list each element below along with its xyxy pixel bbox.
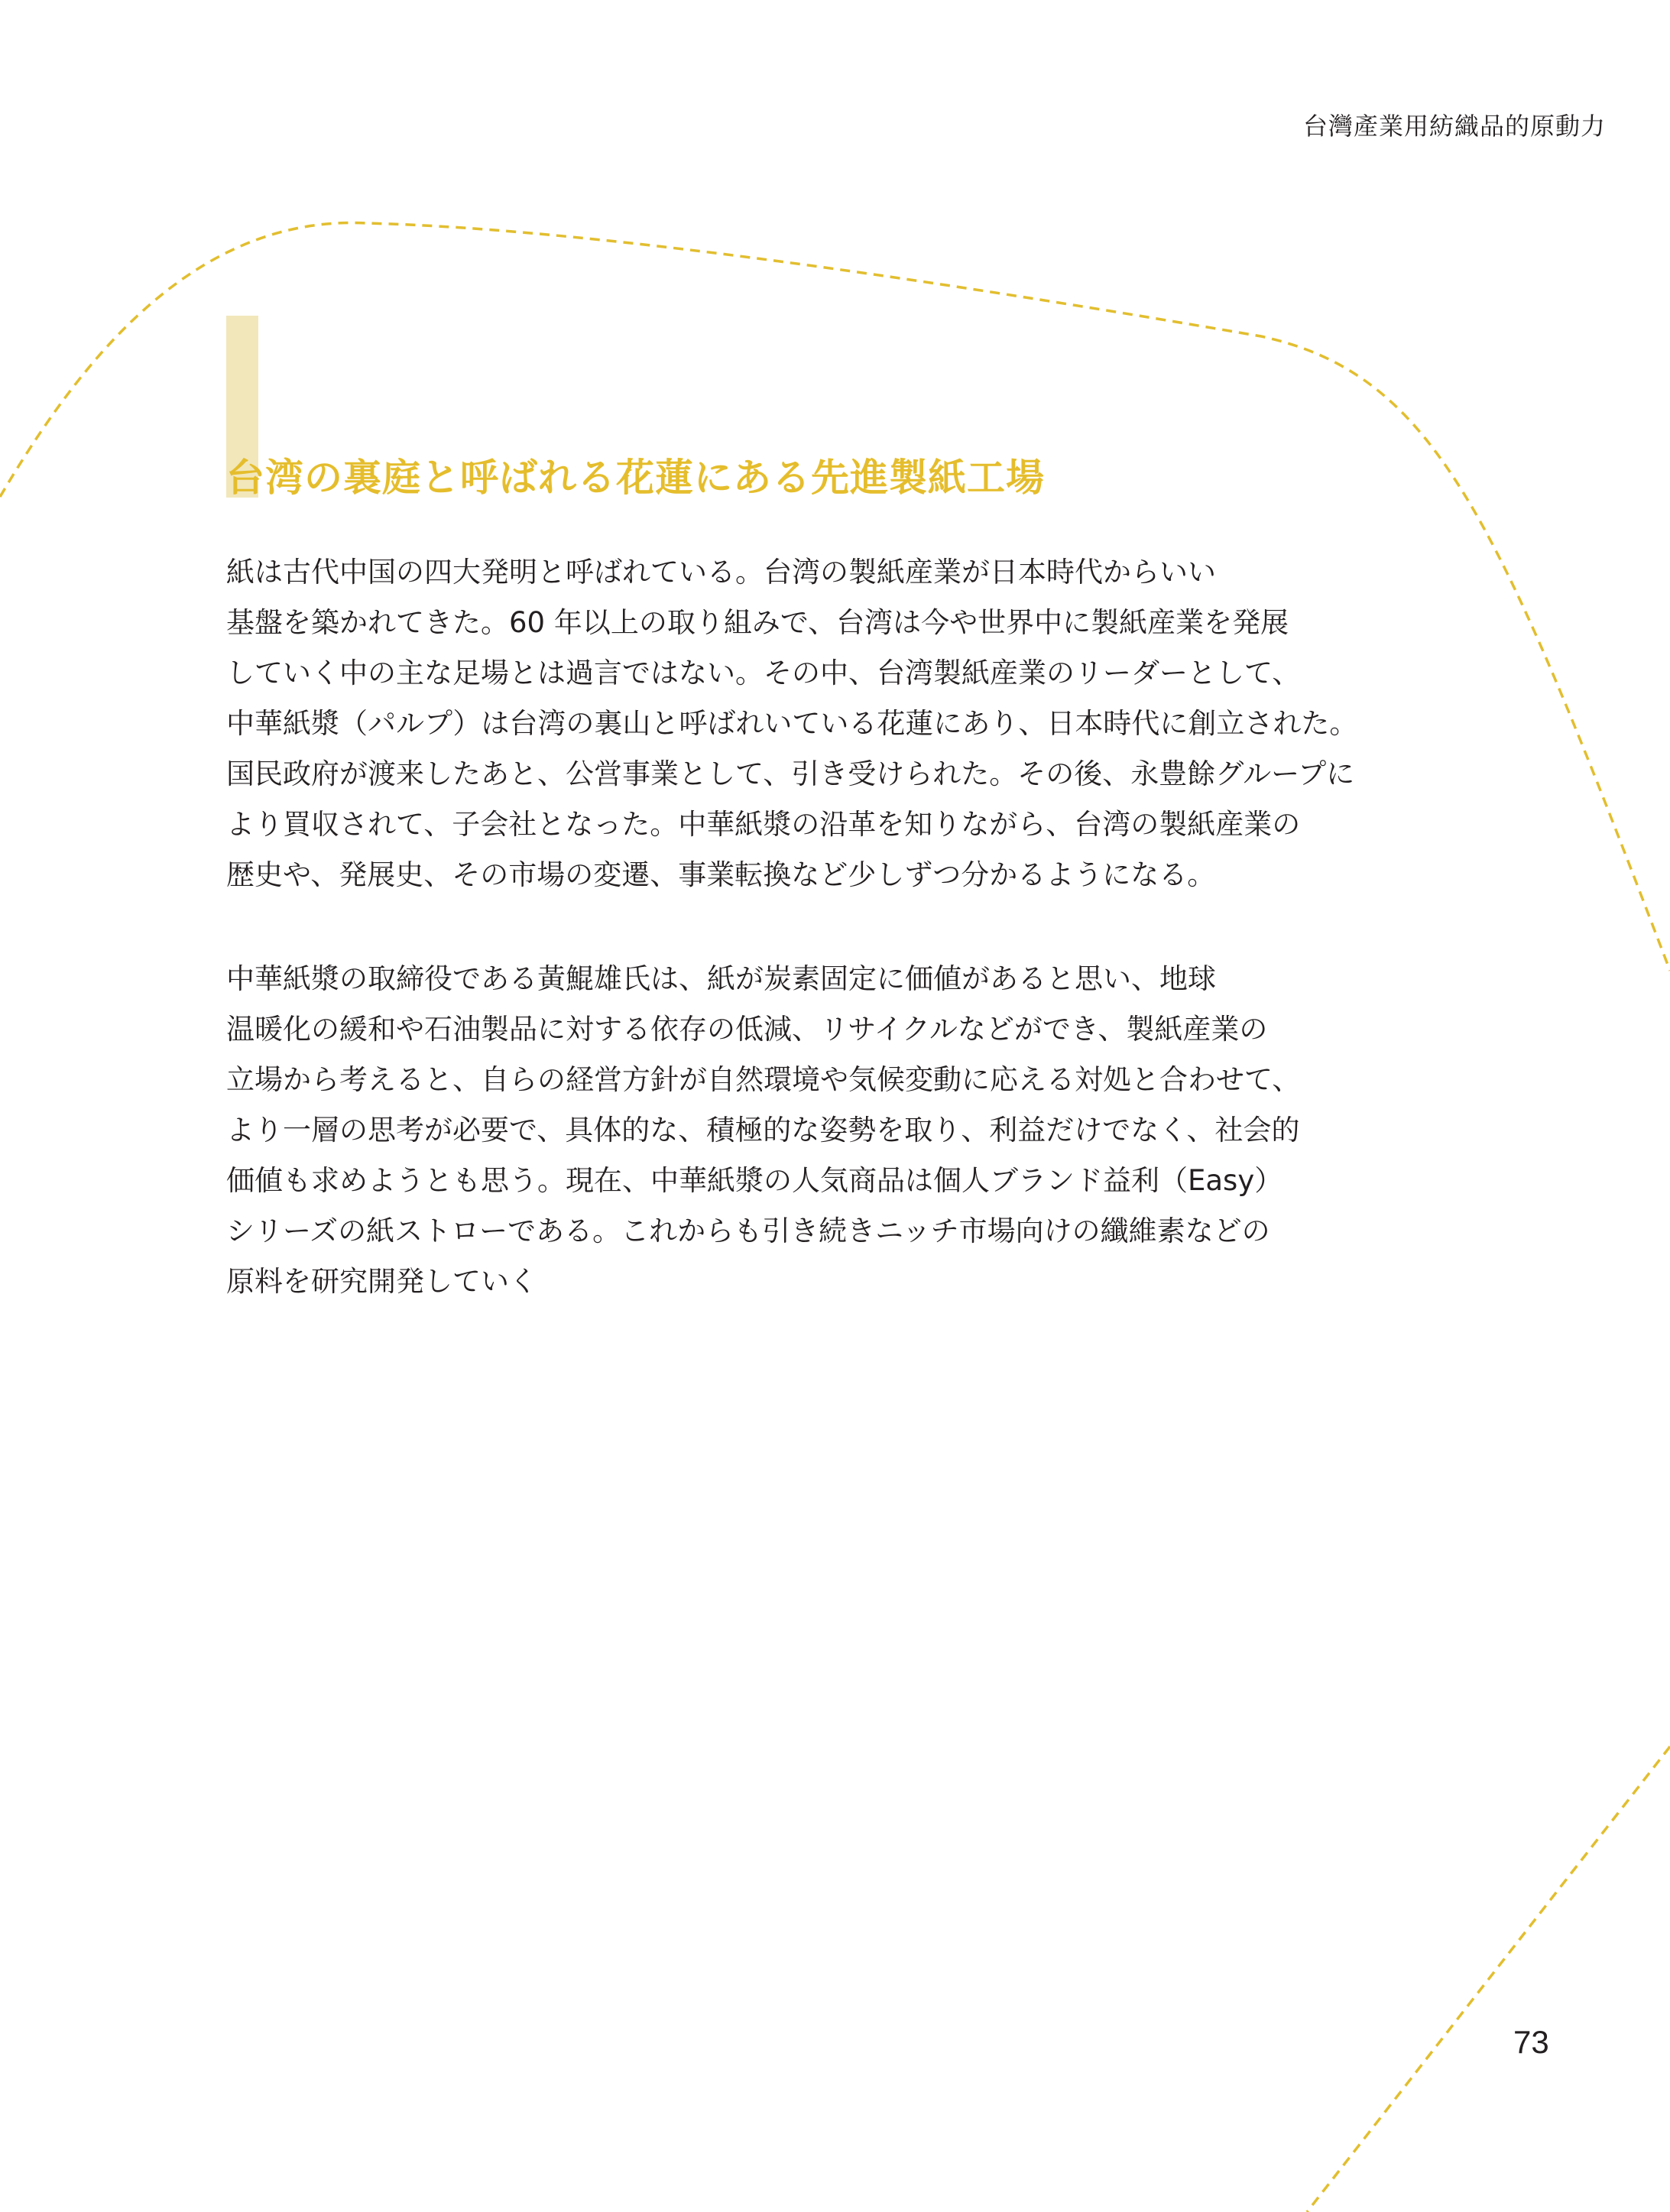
running-header: 台灣產業用紡織品的原動力 xyxy=(1302,112,1606,141)
body-paragraph-2 xyxy=(226,954,1449,1307)
paragraph-line: 価値も求めようとも思う。現在、中華紙漿の人気商品は個人ブランド益利（Easy） xyxy=(226,1164,1283,1197)
paragraph-line: より一層の思考が必要で、具体的な、積極的な姿勢を取り、利益だけでなく、社会的 xyxy=(226,1114,1300,1147)
paragraph-line: 立場から考えると、自らの経営方針が自然環境や気候変動に応える対処と合わせて、 xyxy=(226,1063,1301,1096)
paragraph-line: 原料を研究開発していく xyxy=(226,1265,537,1298)
paragraph-line: 歴史や、発展史、その市場の変遷、事業転換など少しずつ分かるようになる。 xyxy=(226,858,1216,891)
paragraph-line: 温暖化の緩和や石油製品に対する依存の低減、リサイクルなどができ、製紙産業の xyxy=(226,1013,1268,1046)
page-number: 73 xyxy=(1513,2024,1549,2060)
paragraph-line: 紙は古代中国の四大発明と呼ばれている。台湾の製紙産業が日本時代からいい xyxy=(226,556,1216,589)
paragraph-line: シリーズの紙ストローである。これからも引き続きニッチ市場向けの纖維素などの xyxy=(226,1215,1270,1247)
section-title: 台湾の裏庭と呼ばれる花蓮にある先進製紙工場 xyxy=(226,456,1045,500)
dashed-curve-bottom xyxy=(1307,1747,1670,2212)
paragraph-line: より買収されて、子会社となった。中華紙漿の沿革を知りながら、台湾の製紙産業の xyxy=(226,808,1301,841)
paragraph-line: していく中の主な足場とは過言ではない。その中、台湾製紙産業のリーダーとして、 xyxy=(226,657,1301,689)
body-paragraph-1 xyxy=(226,547,1449,900)
paragraph-line: 基盤を築かれてきた。60 年以上の取り組みで、台湾は今や世界中に製紙産業を発展 xyxy=(226,606,1289,639)
paragraph-line: 中華紙漿の取締役である黃鯤雄氏は、紙が炭素固定に価値があると思い、地球 xyxy=(226,962,1216,995)
paragraph-line: 国民政府が渡来したあと、公営事業として、引き受けられた。その後、永豊餘グループに xyxy=(226,757,1355,790)
paragraph-line: 中華紙漿（パルプ）は台湾の裏山と呼ばれいている花蓮にあり、日本時代に創立された。 xyxy=(226,707,1358,740)
